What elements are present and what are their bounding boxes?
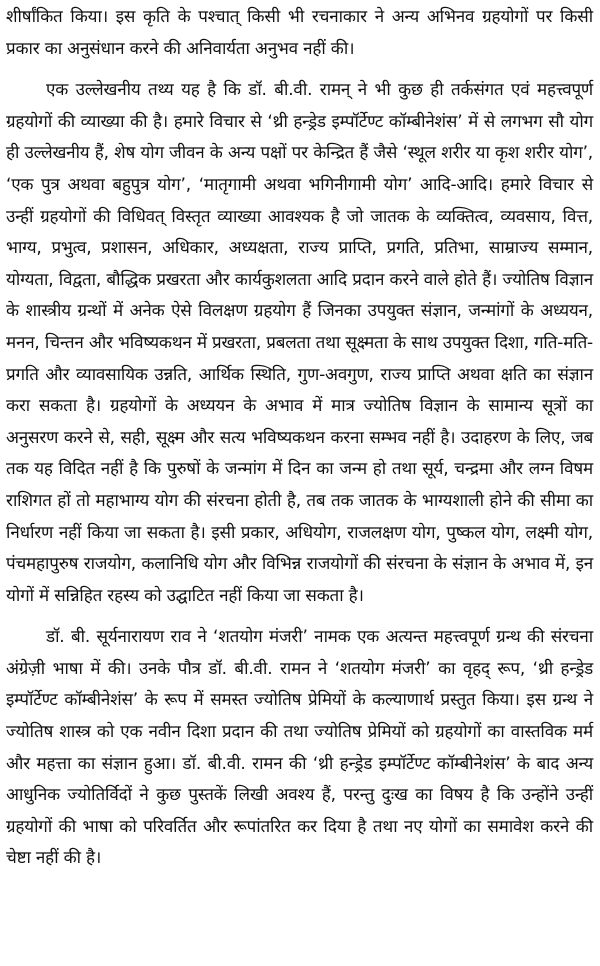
paragraph-continuation: शीर्षांकित किया। इस कृति के पश्चात् किसी भी रचनाकार ने अन्य अभिनव ग्रहयोगों पर किसी प्रकार का अनुसंधान करने की अनिवार्यता अनुभव नहीं की। bbox=[6, 7, 593, 59]
paragraph-shatayoga-manjari: डॉ. बी. सूर्यनारायण राव ने ‘शतयोग मंजरी’ नामक एक अत्यन्त महत्त्वपूर्ण ग्रन्थ की संरचना अंग्रेज़ी भाषा में की। उनके पौत्र डॉ. बी.वी. रामन ने ‘शतयोग मंजरी’ का वृहद् रूप, ‘थ्री हन्ड्रेड इम्पॉर्टेण्ट कॉम्बीनेशंस’ के रूप में समस्त ज्योतिष प्रेमियों के कल्याणार्थ प्रस्तुत किया। इस ग्रन्थ ने ज्योतिष शास्त्र को एक नवीन दिशा प्रदान की तथा ज्योतिष प्रेमियों को ग्रहयोगों का वास्तविक मर्म और महत्ता का संज्ञान हुआ। डॉ. बी.वी. रामन की ‘थ्री हन्ड्रेड इम्पॉर्टेण्ट कॉम्बीनेशंस’ के बाद अन्य आधुनिक ज्योतिर्विदों ने कुछ पुस्तकें लिखी अवश्य हैं, परन्तु दुःख का विषय है कि उन्होंने उन्हीं ग्रहयोगों की भाषा को परिवर्तित और रूपांतरित कर दिया है तथा नए योगों का समावेश करने की चेष्टा नहीं की है। bbox=[6, 627, 593, 869]
paragraph-gap bbox=[6, 65, 593, 75]
paragraph-gap bbox=[6, 612, 593, 622]
paragraph-raman-yogas: एक उल्लेखनीय तथ्य यह है कि डॉ. बी.वी. रामन् ने भी कुछ ही तर्कसंगत एवं महत्त्वपूर्ण ग्रहयोगों की व्याख्या की है। हमारे विचार से ‘थ्री हन्ड्रेड इम्पॉर्टेण्ट कॉम्बीनेशंस’ में से लगभग सौ योग ही उल्लेखनीय हैं, शेष योग जीवन के अन्य पक्षों पर केन्द्रित हैं जैसे ‘स्थूल शरीर या कृश शरीर योग’, ‘एक पुत्र अथवा बहुपुत्र योग’, ‘मातृगामी अथवा भगिनीगामी योग’ आदि-आदि। हमारे विचार से उन्हीं ग्रहयोगों की विधिवत् विस्तृत व्याख्या आवश्यक है जो जातक के व्यक्तित्व, व्यवसाय, वित्त, भाग्य, प्रभुत्व, प्रशासन, अधिकार, अध्यक्षता, राज्य प्राप्ति, प्रगति, प्रतिभा, साम्राज्य सम्मान, योग्यता, विद्वता, बौद्धिक प्रखरता और कार्यकुशलता आदि प्रदान करने वाले होते हैं। ज्योतिष विज्ञान के शास्त्रीय ग्रन्थों में अनेक ऐसे विलक्षण ग्रहयोग हैं जिनका उपयुक्त संज्ञान, जन्मांगों के अध्ययन, मनन, चिन्तन और भविष्यकथन में प्रखरता, प्रबलता तथा सूक्ष्मता के साथ उपयुक्त दिशा, गति-मति-प्रगति और व्यावसायिक उन्नति, आर्थिक स्थिति, गुण-अवगुण, राज्य प्राप्ति अथवा क्षति का संज्ञान करा सकता है। ग्रहयोगों के अध्ययन के अभाव में मात्र ज्योतिष विज्ञान के सामान्य सूत्रों का अनुसरण करने से, सही, सूक्ष्म और सत्य भविष्यकथन करना सम्भव नहीं है। उदाहरण के लिए, जब तक यह विदित नहीं है कि पुरुषों के जन्मांग में दिन का जन्म हो तथा सूर्य, चन्द्रमा और लग्न विषम राशिगत हों तो महाभाग्य योग की संरचना होती है, तब तक जातक के भाग्यशाली होने की सीमा का निर्धारण नहीं किया जा सकता है। इसी प्रकार, अधियोग, राजलक्षण योग, पुष्कल योग, लक्ष्मी योग, पंचमहापुरुष राजयोग, कलानिधि योग और विभिन्न राजयोगों की संरचना के संज्ञान के अभाव में, इन योगों में सन्निहित रहस्य को उद्घाटित नहीं किया जा सकता है। bbox=[6, 80, 593, 606]
